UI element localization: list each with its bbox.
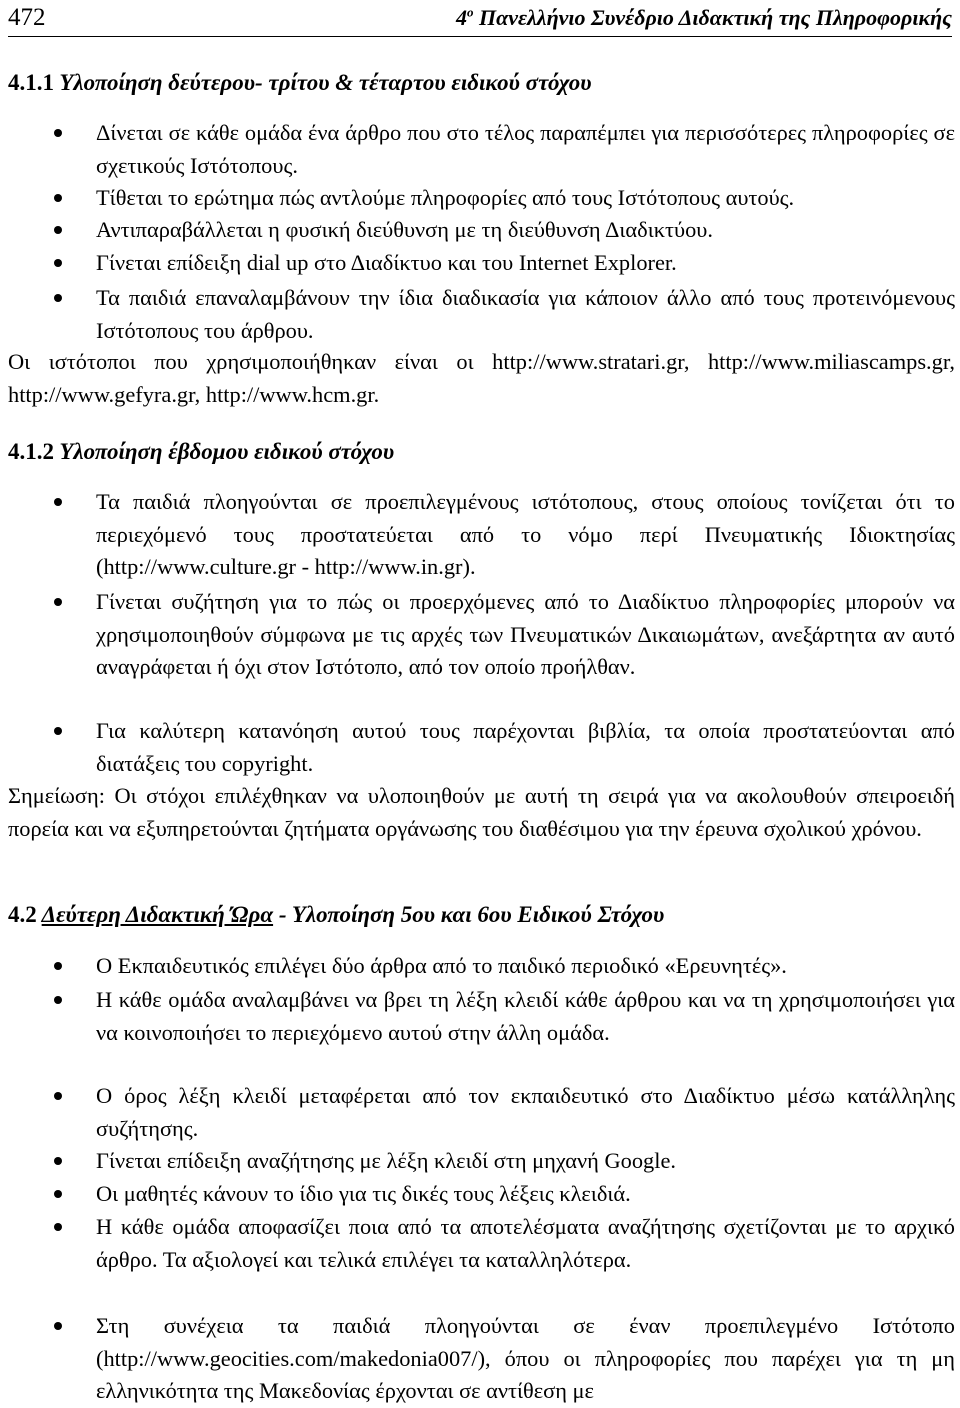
bullet-icon: [54, 498, 62, 506]
list-item-text: Τα παιδιά πλοηγούνται σε προεπιλεγμένους ιστότοπους, στους οποίους τονίζεται ότι το περιεχόμενό τους προστατεύεται από το νόμο περί Πνευματικής Ιδιοκτησίας (http://www.culture.gr - http://www.in.gr).: [96, 489, 955, 579]
list-item-text: Γίνεται επίδειξη αναζήτησης με λέξη κλειδί στη μηχανή Google.: [96, 1148, 676, 1173]
list-item: [96, 1211, 955, 1276]
bullet-icon: [54, 727, 62, 735]
list-item: [96, 984, 955, 1049]
section-number: 4.1.2: [8, 439, 54, 464]
page-number: 472: [8, 4, 46, 31]
list-item: [96, 182, 955, 215]
websites-paragraph: Οι ιστότοποι που χρησιμοποιήθηκαν είναι οι http://www.stratari.gr, http://www.miliascamps.gr, http://www.gefyra.gr, http://www.hcm.gr.: [8, 349, 955, 407]
list-item: [96, 586, 955, 684]
list-item: [96, 950, 955, 983]
bullet-icon: [54, 129, 62, 137]
section-heading-4-1-1: [8, 68, 592, 98]
list-item: [96, 1080, 955, 1145]
list-item-text: Τίθεται το ερώτημα πώς αντλούμε πληροφορίες από τους Ιστότοπους αυτούς.: [96, 185, 795, 210]
bullet-icon: [54, 1092, 62, 1100]
bullet-icon: [54, 1322, 62, 1330]
bullet-icon: [54, 1223, 62, 1231]
list-item: [96, 1145, 955, 1178]
list-item-text: Η κάθε ομάδα αποφασίζει ποια από τα αποτελέσματα αναζήτησης σχετίζονται με το αρχικό άρθρο. Τα αξιολογεί και τελικά επιλέγει τα καταλληλότερα.: [96, 1214, 955, 1272]
list-item: [96, 1178, 955, 1211]
section-title-underlined: Δεύτερη Διδακτική Ώρα: [41, 902, 274, 927]
list-item-text: Στη συνέχεια τα παιδιά πλοηγούνται σε έναν προεπιλεγμένο Ιστότοπο (http://www.geocities.com/makedonia007/), όπου οι πληροφορίες που παρέχει για τη μη ελληνικότητα της Μακεδονίας έρχονται σε αντίθεση με: [96, 1313, 955, 1403]
bullet-icon: [54, 598, 62, 606]
conference-ordinal: 4: [455, 5, 467, 30]
bullet-icon: [54, 259, 62, 267]
section-number: 4.1.1: [8, 70, 54, 95]
section-number: 4.2: [8, 902, 37, 927]
section-title: Υλοποίηση έβδομου ειδικού στόχου: [59, 439, 395, 464]
list-item-text: Η κάθε ομάδα αναλαμβάνει να βρει τη λέξη κλειδί κάθε άρθρου και να τη χρησιμοποιήσει για να κοινοποιήσει το περιεχόμενο αυτού στην άλλη ομάδα.: [96, 987, 955, 1045]
bullet-icon: [54, 962, 62, 970]
bullet-icon: [54, 1157, 62, 1165]
ordinal-suffix: ο: [466, 4, 474, 20]
list-item-text: Δίνεται σε κάθε ομάδα ένα άρθρο που στο τέλος παραπέμπει για περισσότερες πληροφορίες σε σχετικούς Ιστότοπους.: [96, 120, 955, 178]
section-heading-4-1-2: [8, 437, 394, 467]
list-item-text: Ο Εκπαιδευτικός επιλέγει δύο άρθρα από το παιδικό περιοδικό «Ερευνητές».: [96, 953, 787, 978]
list-item-text: Ο όρος λέξη κλειδί μεταφέρεται από τον εκπαιδευτικό στο Διαδίκτυο μέσω κατάλληλης συζήτησης.: [96, 1083, 955, 1141]
bullet-icon: [54, 996, 62, 1004]
list-item: [96, 117, 955, 182]
page-header: [8, 2, 952, 36]
bullet-icon: [54, 294, 62, 302]
list-item: [96, 486, 955, 584]
list-item: [96, 247, 955, 280]
header-rule: [8, 36, 952, 37]
list-item: [96, 282, 955, 347]
list-item-text: Αντιπαραβάλλεται η φυσική διεύθυνση με τη διεύθυνση Διαδικτύου.: [96, 217, 713, 242]
bullet-icon: [54, 226, 62, 234]
conference-title: Πανελλήνιο Συνέδριο Διδακτική της Πληροφορικής: [478, 5, 952, 30]
list-item: [96, 1310, 955, 1408]
bullet-icon: [54, 1190, 62, 1198]
list-item-text: Για καλύτερη κατανόηση αυτού τους παρέχονται βιβλία, τα οποία προστατεύονται από διατάξεις του copyright.: [96, 718, 955, 776]
note-paragraph: Σημείωση: Οι στόχοι επιλέχθηκαν να υλοποιηθούν με αυτή τη σειρά για να ακολουθούν σπειροειδή πορεία και να εξυπηρετούνται ζητήματα οργάνωσης του διαθέσιμου για την έρευνα σχολικού χρόνου.: [8, 783, 955, 841]
list-item: [96, 214, 955, 247]
section-heading-4-2: [8, 900, 664, 930]
list-item-text: Οι μαθητές κάνουν το ίδιο για τις δικές τους λέξεις κλειδιά.: [96, 1181, 631, 1206]
running-head: [456, 2, 952, 34]
section-title: Υλοποίηση δεύτερου- τρίτου & τέταρτου ειδικού στόχου: [59, 70, 592, 95]
list-item-text: Τα παιδιά επαναλαμβάνουν την ίδια διαδικασία για κάποιον άλλο από τους προτεινόμενους Ιστότοπους του άρθρου.: [96, 285, 955, 343]
list-item-text: Γίνεται συζήτηση για το πώς οι προερχόμενες από το Διαδίκτυο πληροφορίες μπορούν να χρησιμοποιηθούν σύμφωνα με τις αρχές των Πνευματικών Δικαιωμάτων, ανεξάρτητα αν αυτό αναγράφεται ή όχι στον Ιστότοπο, από τον οποίο προήλθαν.: [96, 589, 955, 679]
section-title-rest: - Υλοποίηση 5ου και 6ου Ειδικού Στόχου: [273, 902, 665, 927]
bullet-icon: [54, 194, 62, 202]
list-item-text: Γίνεται επίδειξη dial up στο Διαδίκτυο και του Internet Explorer.: [96, 250, 677, 275]
list-item: [96, 715, 955, 780]
